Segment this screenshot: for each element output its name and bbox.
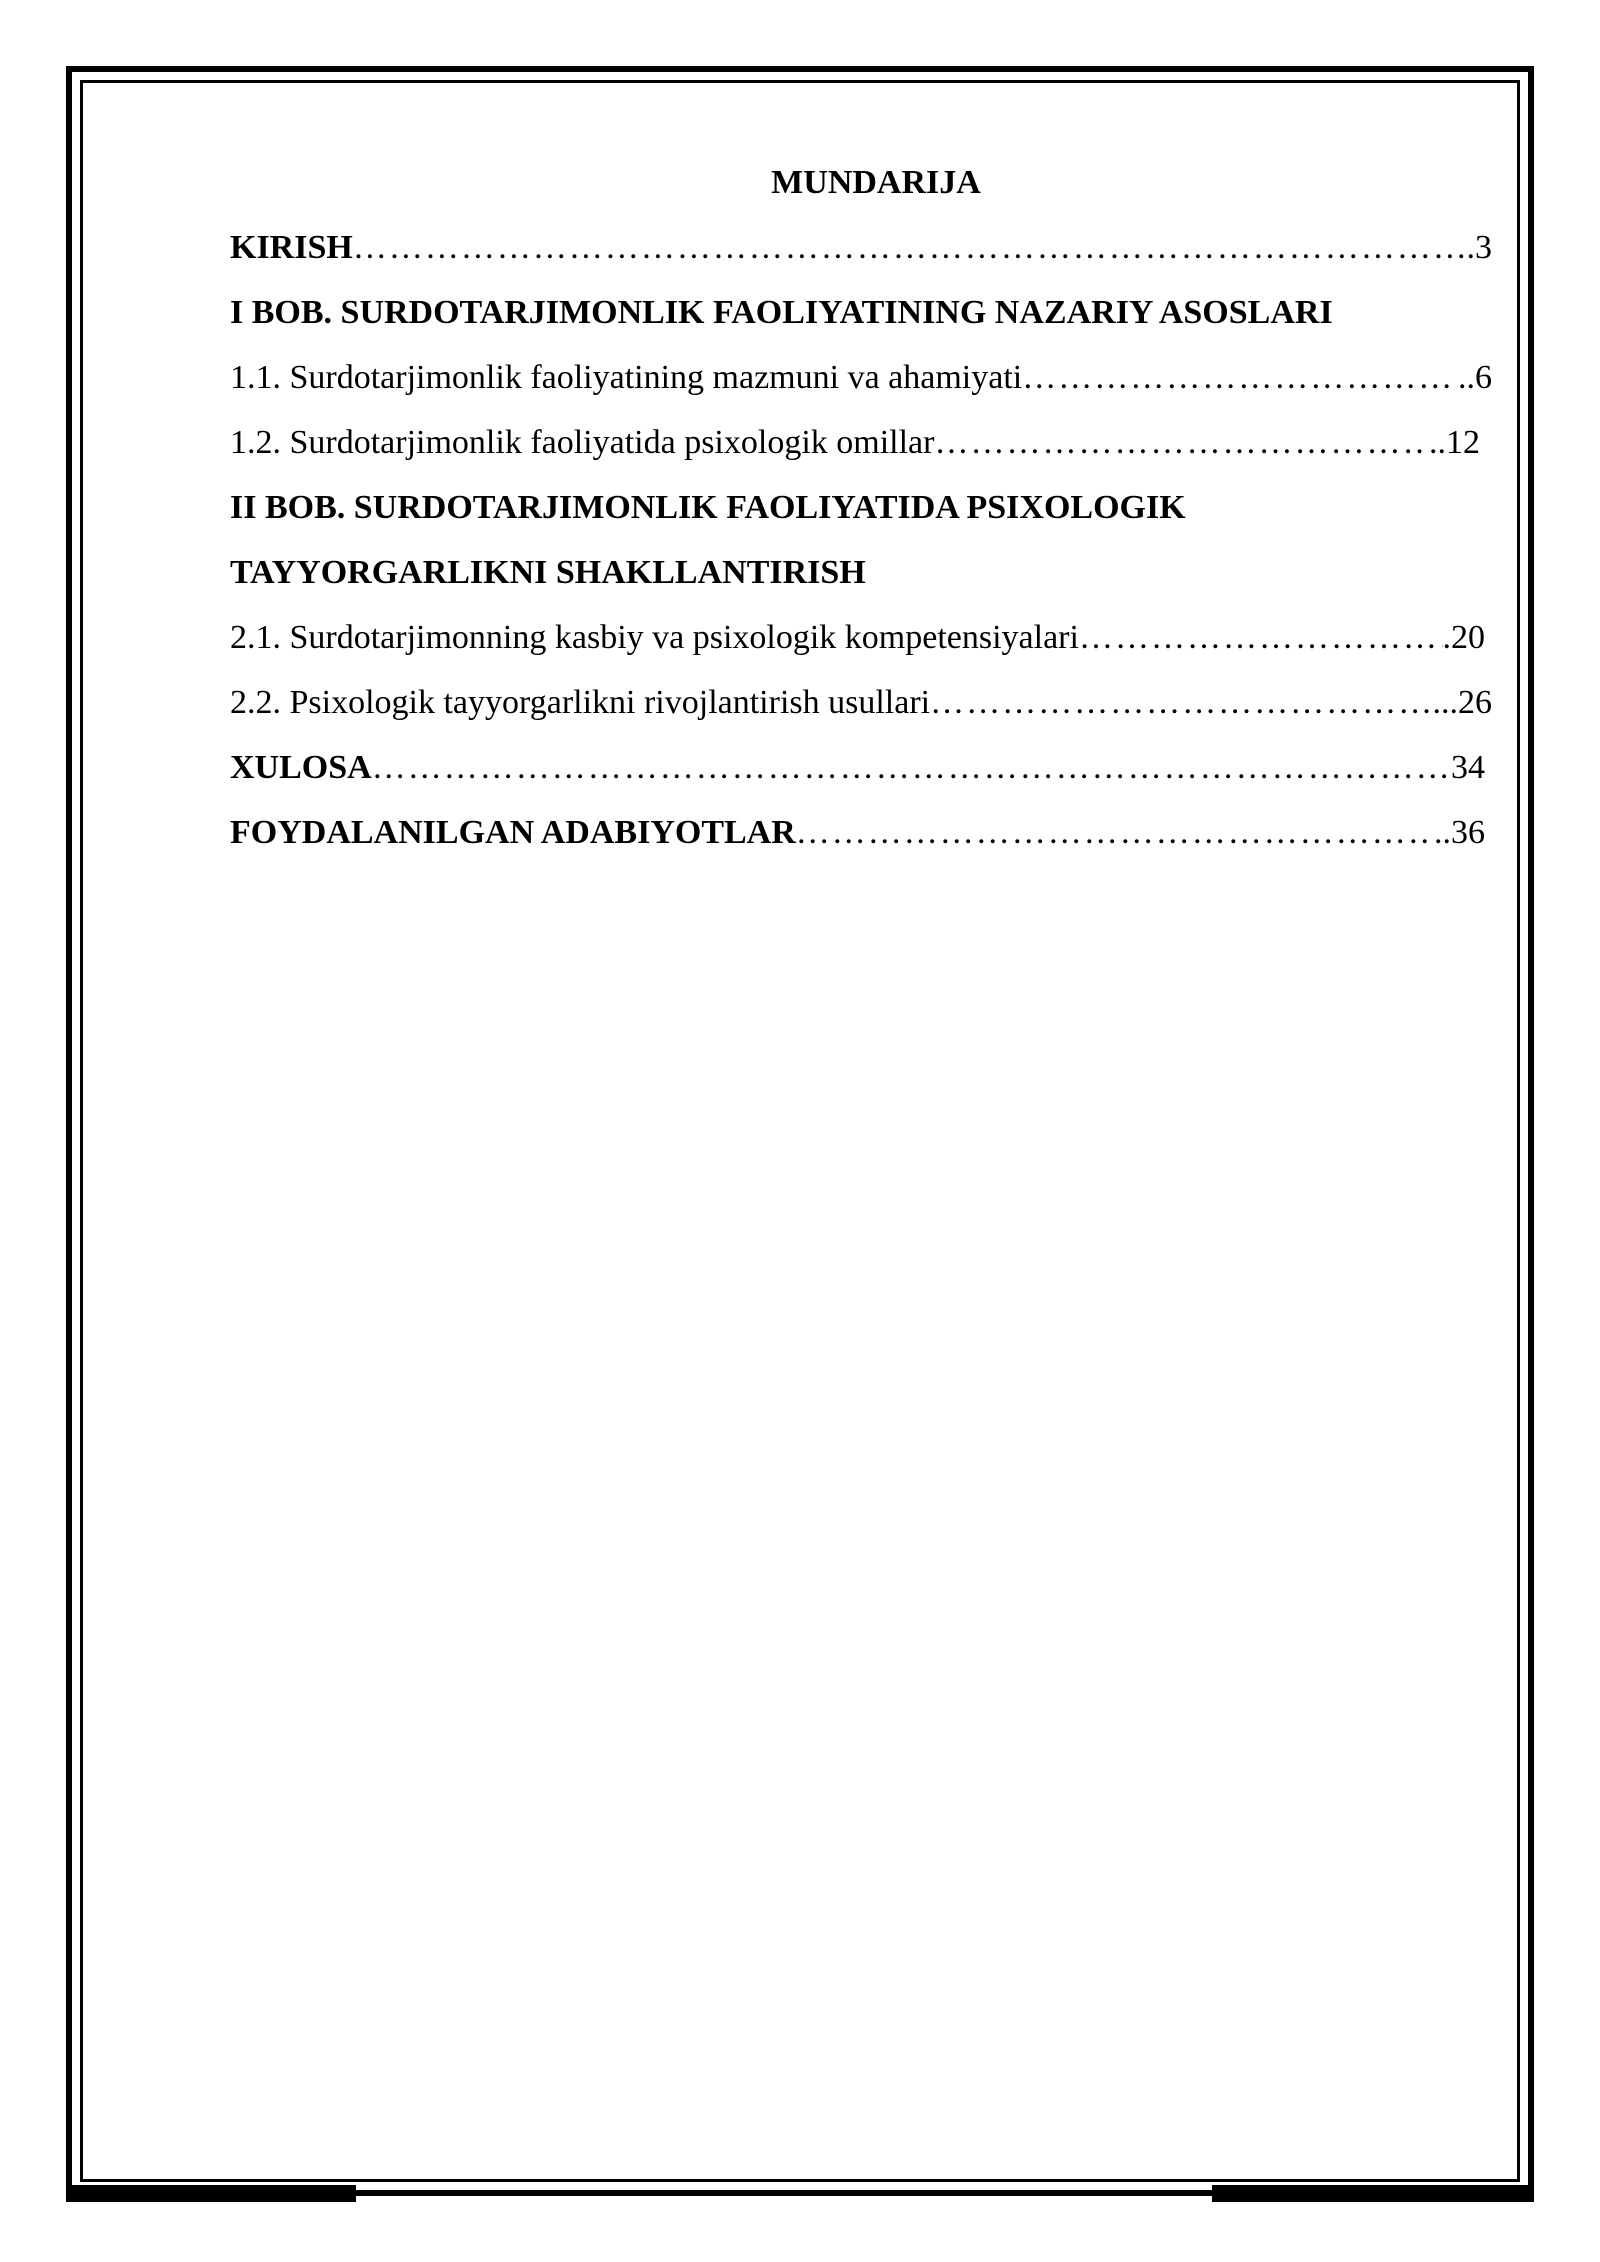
frame-bottom-left-bar (66, 2196, 356, 2202)
frame-bottom-right-bar (1212, 2196, 1534, 2202)
toc-entry-label: FOYDALANILGAN ADABIYOTLAR (230, 814, 796, 851)
toc-entry-label: 1.2. Surdotarjimonlik faoliyatida psixologik omillar (230, 424, 935, 461)
toc-entry-references (230, 800, 1485, 865)
toc-entry-label: 2.1. Surdotarjimonning kasbiy va psixologik kompetensiyalari (230, 619, 1079, 656)
toc-chapter-2-title-line-2: TAYYORGARLIKNI SHAKLLANTIRISH (230, 554, 866, 591)
toc-entry-section (230, 605, 1485, 670)
toc-entry-section (230, 670, 1492, 735)
toc-page-number: ..12 (1429, 424, 1480, 461)
toc-leader-dots (353, 215, 1467, 280)
toc-leader-dots (796, 800, 1434, 865)
toc-leader-dots (934, 410, 1429, 475)
toc-entry-label: KIRISH (230, 229, 353, 266)
frame-bottom-left-bar (66, 2185, 356, 2191)
toc-leader-dots (1079, 605, 1443, 670)
toc-page-number: .20 (1442, 619, 1485, 656)
toc-entry-conclusion (230, 735, 1485, 800)
frame-bottom-right-bar (1212, 2185, 1534, 2191)
toc-entry-intro (230, 215, 1492, 280)
toc-page-number: ...26 (1432, 684, 1492, 721)
toc-page-number: .3 (1466, 229, 1492, 266)
toc-entry-section (230, 345, 1492, 410)
toc-page-number: ..6 (1458, 359, 1492, 396)
table-of-contents (230, 150, 1492, 865)
toc-leader-dots (372, 735, 1451, 800)
toc-page-number: 34 (1451, 749, 1485, 786)
toc-entry-label: 1.1. Surdotarjimonlik faoliyatining mazmuni va ahamiyati (230, 359, 1023, 396)
toc-entry-label: 2.2. Psixologik tayyorgarlikni rivojlantirish usullari (230, 684, 931, 721)
toc-entry-label: XULOSA (230, 749, 372, 786)
toc-chapter-1-title: I BOB. SURDOTARJIMONLIK FAOLIYATINING NAZARIY ASOSLARI (230, 294, 1333, 331)
toc-leader-dots (1022, 345, 1458, 410)
toc-entry-section (230, 410, 1480, 475)
toc-page-number: ..36 (1434, 814, 1485, 851)
toc-chapter-2-title-line-1: II BOB. SURDOTARJIMONLIK FAOLIYATIDA PSIXOLOGIK (230, 489, 1186, 526)
toc-leader-dots (930, 670, 1432, 735)
toc-title: MUNDARIJA (771, 164, 981, 201)
